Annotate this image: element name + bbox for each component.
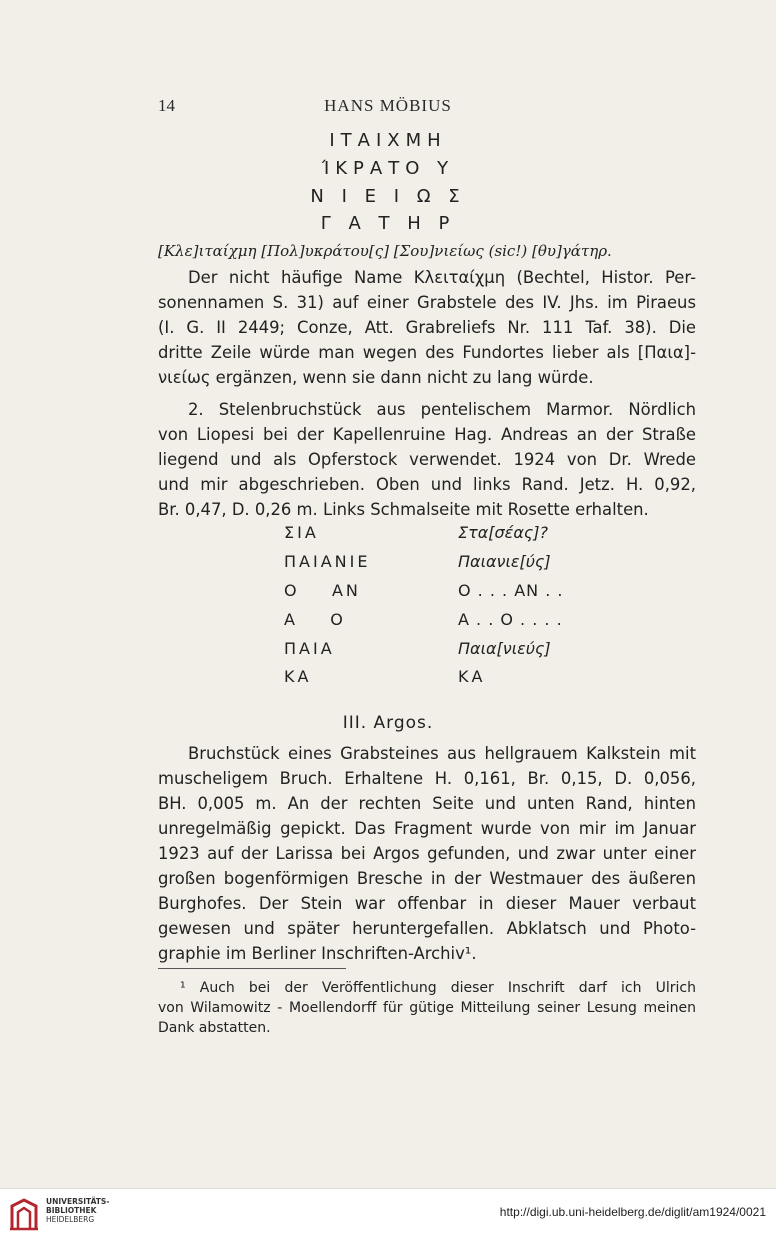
inscription-line-2: ΊΚΡΑΤΟ Υ [321, 158, 455, 179]
paragraph-line: (I. G. II 2449; Conze, Att. Grabreliefs Nr. 111 Taf. 38). Die [158, 318, 696, 337]
paragraph-line: dritte Zeile würde man wegen des Fundortes lieber als [Παια]- [158, 343, 696, 362]
inscription2-right-row: Παιανιε[ύς] [458, 552, 551, 571]
inscription2-left-row: ΣΙΑ [284, 523, 319, 542]
inscription2-right-row: ΚΑ [458, 667, 486, 686]
paragraph-line: Der nicht häufige Name Κλειταίχμη (Bechtel, Histor. Per- [188, 268, 696, 287]
logo-line: HEIDELBERG [46, 1215, 95, 1224]
footnote-divider [158, 968, 346, 969]
footnote-line: Dank abstatten. [158, 1020, 271, 1036]
inscription2-right-row: Α . . Ο . . . . [458, 610, 563, 629]
paragraph-line: 1923 auf der Larissa bei Argos gefunden, und zwar unter einer [158, 844, 696, 863]
inscription2-left-row: ΠΑΙΑΝΙΕ [284, 552, 371, 571]
paragraph-line: BH. 0,005 m. An der rechten Seite und unten Rand, hinten [158, 794, 696, 813]
paragraph-line: gewesen und später heruntergefallen. Abklatsch und Photo- [158, 919, 696, 938]
inscription-line-3: Ν Ι Ε Ι Ω Σ [310, 186, 466, 207]
inscription-transcription [158, 239, 696, 264]
inscription2-left-row: ΠΑΙΑ [284, 639, 335, 658]
paragraph-line: Burghofes. Der Stein war offenbar in dieser Mauer verbaut [158, 894, 696, 913]
inscription2-left-row: Α Ο [284, 610, 346, 629]
inscription2-right-row: Παια[νιεύς] [458, 639, 551, 658]
transcription-line: [Κλε]ιταίχμη [Πολ]υκράτου[ς] [Σου]νιείως (sic!) [θυ]γάτηρ. [158, 242, 612, 260]
paragraph-line: 2. Stelenbruchstück aus pentelischem Marmor. Nördlich [188, 400, 696, 419]
paragraph-line: Br. 0,47, D. 0,26 m. Links Schmalseite mit Rosette erhalten. [158, 500, 649, 519]
paragraph-line: großen bogenförmigen Bresche in der Westmauer des äußeren [158, 869, 696, 888]
paragraph-line: graphie im Berliner Inschriften-Archiv¹. [158, 944, 477, 963]
footnote [158, 978, 696, 1038]
paragraph-2 [158, 397, 696, 522]
inscription2-right-row: Ο . . . ΑΝ . . [458, 581, 564, 600]
paragraph-line: sonennamen S. 31) auf einer Grabstele des IV. Jhs. im Piraeus [158, 293, 696, 312]
source-url-link[interactable]: http://digi.ub.uni-heidelberg.de/diglit/am1924/0021 [499, 1205, 766, 1219]
section-title: III. Argos. [342, 713, 434, 733]
running-title: HANS MÖBIUS [324, 96, 452, 115]
footnote-line: von Wilamowitz - Moellendorff für gütige Mitteilung seiner Lesung meinen [158, 1000, 696, 1016]
paragraph-line: und mir abgeschrieben. Oben und links Rand. Jetz. H. 0,92, [158, 475, 696, 494]
paragraph-line: muscheligem Bruch. Erhaltene H. 0,161, Br. 0,15, D. 0,056, [158, 769, 696, 788]
library-logo-icon [8, 1198, 40, 1232]
paragraph-3 [158, 741, 696, 966]
library-logo-text [46, 1197, 109, 1224]
footnote-line: ¹ Auch bei der Veröffentlichung dieser Inschrift darf ich Ulrich [180, 980, 696, 996]
inscription2-left-row: ΚΑ [284, 667, 312, 686]
paragraph-line: unregelmäßig gepickt. Das Fragment wurde von mir im Januar [158, 819, 696, 838]
logo-line: BIBLIOTHEK [46, 1206, 97, 1215]
inscription-line-1: ΙΤΑΙΧΜΗ [329, 130, 447, 151]
inscription-line-4: Γ Α Τ Η Ρ [320, 213, 456, 234]
paragraph-line: liegend und als Opferstock verwendet. 1924 von Dr. Wrede [158, 450, 696, 469]
paragraph-line: νιείως ergänzen, wenn sie dann nicht zu lang würde. [158, 368, 594, 387]
page-number: 14 [158, 96, 175, 115]
paragraph-1 [158, 265, 696, 390]
paragraph-line: von Liopesi bei der Kapellenruine Hag. Andreas an der Straße [158, 425, 696, 444]
logo-line: UNIVERSITÄTS- [46, 1197, 110, 1206]
paragraph-line: Bruchstück eines Grabsteines aus hellgrauem Kalkstein mit [188, 744, 696, 763]
inscription2-left-row: Ο ΑΝ [284, 581, 361, 600]
inscription2-right-row: Στα[σέας]? [458, 523, 548, 542]
